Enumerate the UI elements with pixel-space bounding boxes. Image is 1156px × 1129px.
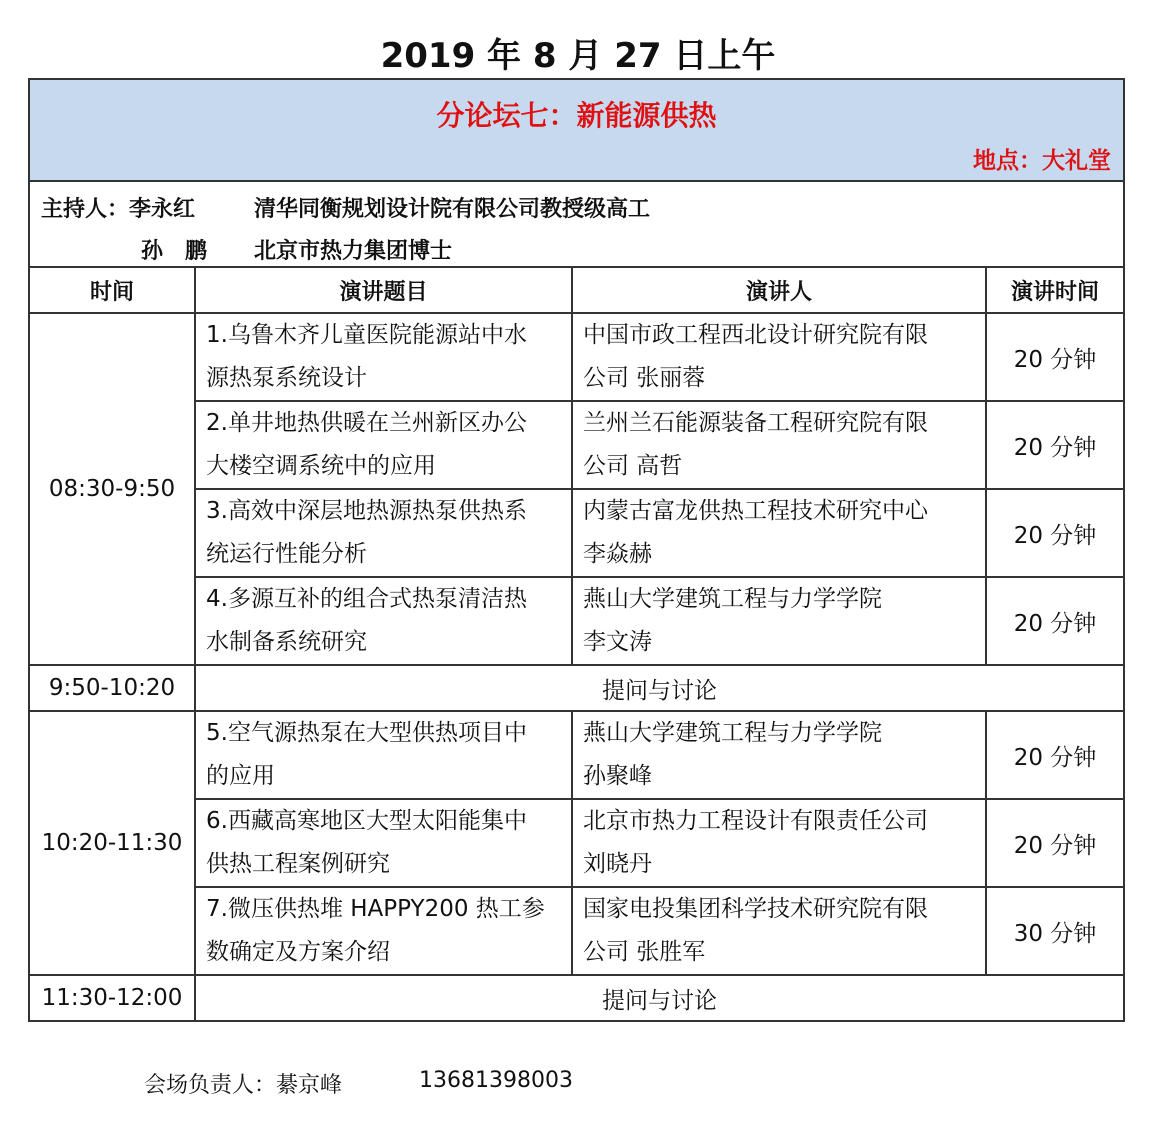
talk-speaker-line: 刘晓丹: [583, 851, 652, 877]
schedule-body: [29, 313, 1124, 1021]
talk-duration: 20 分钟: [986, 711, 1124, 799]
talk-topic-line: 1.乌鲁木齐儿童医院能源站中水: [206, 322, 527, 348]
talk-duration: 20 分钟: [986, 489, 1124, 577]
talk-duration: 20 分钟: [986, 313, 1124, 401]
talk-speaker: [572, 313, 986, 401]
talk-duration: 20 分钟: [986, 799, 1124, 887]
col-header-speaker: 演讲人: [572, 267, 986, 313]
discussion-label: 提问与讨论: [195, 665, 1124, 711]
host-1-name: 主持人：李永红: [41, 197, 196, 222]
schedule-table: [28, 78, 1125, 1022]
talk-speaker-line: 公司 张丽蓉: [583, 365, 706, 391]
talk-speaker: [572, 401, 986, 489]
talk-topic-line: 数确定及方案介绍: [206, 939, 390, 965]
talk-topic-line: 的应用: [206, 763, 275, 789]
talk-topic: [195, 489, 572, 577]
talk-topic: [195, 401, 572, 489]
talk-speaker: [572, 577, 986, 665]
talk-speaker: [572, 799, 986, 887]
discussion-label: 提问与讨论: [195, 975, 1124, 1021]
talk-topic-line: 4.多源互补的组合式热泵清洁热: [206, 586, 527, 612]
host-2-name: 孙 鹏: [141, 239, 208, 264]
talk-speaker-line: 中国市政工程西北设计研究院有限: [583, 322, 928, 348]
talk-speaker-line: 内蒙古富龙供热工程技术研究中心: [583, 498, 928, 524]
host-row: [29, 181, 1124, 267]
talk-topic: [195, 711, 572, 799]
col-header-duration: 演讲时间: [986, 267, 1124, 313]
talk-speaker-line: 燕山大学建筑工程与力学学院: [583, 586, 882, 612]
talk-speaker: [572, 489, 986, 577]
talk-topic-line: 源热泵系统设计: [206, 365, 367, 391]
talk-topic-line: 6.西藏高寒地区大型太阳能集中: [206, 808, 527, 834]
footer-phone: 13681398003: [419, 1068, 573, 1093]
talk-row: [29, 313, 1124, 401]
column-header-row: [29, 267, 1124, 313]
talk-duration: 20 分钟: [986, 401, 1124, 489]
forum-header-row: [29, 79, 1124, 181]
talk-topic-line: 供热工程案例研究: [206, 851, 390, 877]
page-title: 2019 年 8 月 27 日上午: [380, 36, 776, 76]
talk-topic-line: 2.单井地热供暖在兰州新区办公: [206, 410, 527, 436]
talk-topic-line: 3.高效中深层地热源热泵供热系: [206, 498, 527, 524]
talk-speaker-line: 李文涛: [583, 629, 652, 655]
host-info: [29, 181, 1124, 267]
host-2-org: 北京市热力集团博士: [254, 239, 453, 264]
talk-topic: [195, 313, 572, 401]
talk-speaker-line: 兰州兰石能源装备工程研究院有限: [583, 410, 928, 436]
talk-speaker-line: 公司 张胜军: [583, 939, 706, 965]
talk-row: [29, 711, 1124, 799]
session-time: 9:50-10:20: [29, 665, 195, 711]
session-time: 10:20-11:30: [29, 711, 195, 975]
talk-speaker: [572, 887, 986, 975]
discussion-row: [29, 665, 1124, 711]
talk-topic: [195, 577, 572, 665]
host-1-org: 清华同衡规划设计院有限公司教授级高工: [254, 197, 651, 222]
forum-header: [29, 79, 1124, 181]
talk-speaker-line: 孙聚峰: [583, 763, 652, 789]
discussion-row: [29, 975, 1124, 1021]
talk-speaker: [572, 711, 986, 799]
venue-label: 地点：大礼堂: [973, 148, 1111, 174]
talk-speaker-line: 李焱赫: [583, 541, 652, 567]
session-time: 08:30-9:50: [29, 313, 195, 665]
forum-title: 分论坛七：新能源供热: [436, 99, 717, 132]
talk-topic-line: 大楼空调系统中的应用: [206, 453, 436, 479]
talk-topic-line: 7.微压供热堆 HAPPY200 热工参: [206, 896, 545, 922]
talk-topic: [195, 799, 572, 887]
session-time: 11:30-12:00: [29, 975, 195, 1021]
talk-speaker-line: 燕山大学建筑工程与力学学院: [583, 720, 882, 746]
talk-speaker-line: 国家电投集团科学技术研究院有限: [583, 896, 928, 922]
talk-topic-line: 水制备系统研究: [206, 629, 367, 655]
col-header-topic: 演讲题目: [195, 267, 572, 313]
talk-topic: [195, 887, 572, 975]
talk-speaker-line: 公司 高哲: [583, 453, 683, 479]
col-header-time: 时间: [29, 267, 195, 313]
talk-topic-line: 统运行性能分析: [206, 541, 367, 567]
footer-contact: 会场负责人：綦京峰: [144, 1073, 343, 1098]
talk-speaker-line: 北京市热力工程设计有限责任公司: [583, 808, 928, 834]
talk-topic-line: 5.空气源热泵在大型供热项目中: [206, 720, 527, 746]
talk-duration: 20 分钟: [986, 577, 1124, 665]
talk-duration: 30 分钟: [986, 887, 1124, 975]
